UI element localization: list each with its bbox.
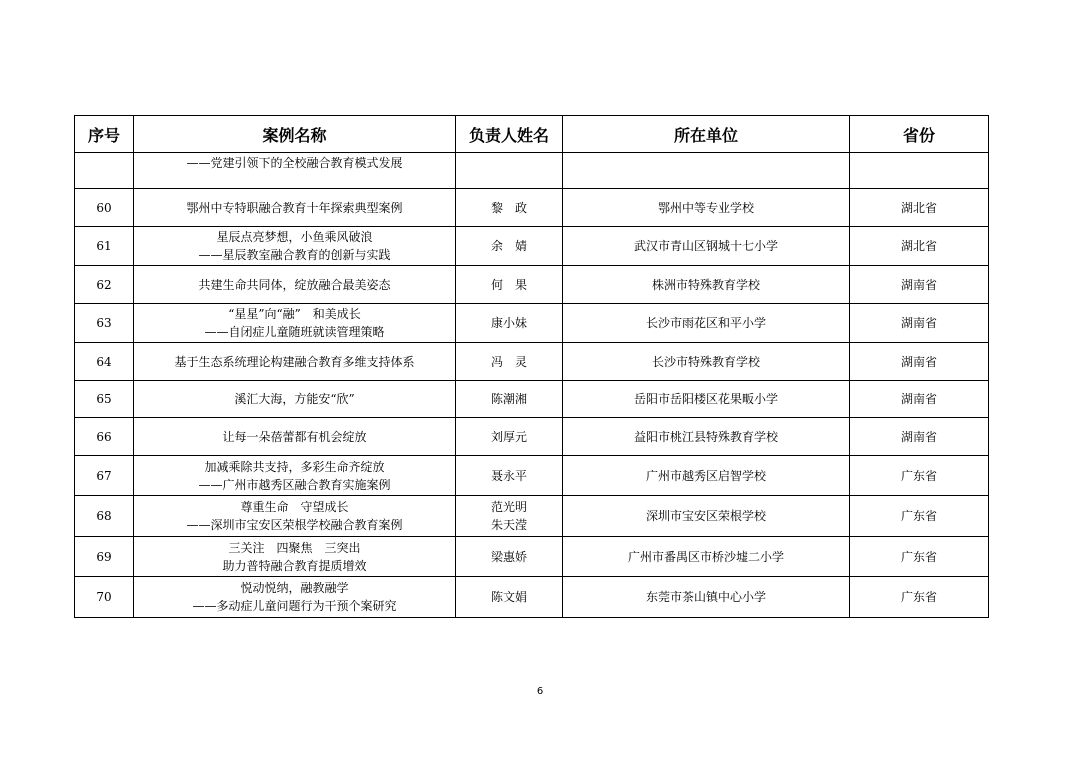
cell-province: 广东省 — [850, 577, 989, 618]
header-case-name: 案例名称 — [134, 116, 456, 153]
cell-person — [456, 456, 563, 496]
case-name-line-1: 悦动悦纳，融教融学 — [240, 581, 349, 595]
case-name-line-1: 三关注 四聚焦 三突出 — [228, 540, 361, 555]
cell-province: 湖南省 — [850, 381, 989, 418]
case-name-line-1: 加减乘除共支持，多彩生命齐绽放 — [204, 459, 385, 474]
cell-person — [456, 304, 563, 343]
cell-person — [456, 343, 563, 381]
table-row-continuation — [75, 153, 989, 189]
cell-case-name — [134, 266, 456, 304]
cell-serial: 61 — [75, 227, 134, 266]
cell-case-name — [134, 381, 456, 418]
case-name-line-1: 让每一朵蓓蕾都有机会绽放 — [222, 429, 367, 444]
cell-serial: 65 — [75, 381, 134, 418]
person-line-2: 朱天滢 — [490, 518, 527, 532]
case-name-line-2: ——自闭症儿童随班就读管理策略 — [204, 325, 385, 339]
case-name-line-2: ——广州市越秀区融合教育实施案例 — [198, 477, 391, 492]
cell-person — [456, 266, 563, 304]
cell-serial: 63 — [75, 304, 134, 343]
person-line-1: 聂永平 — [490, 468, 527, 483]
table-row — [75, 418, 989, 456]
cell-province: 广东省 — [850, 537, 989, 577]
case-name-line-1: 共建生命共同体，绽放融合最美姿态 — [198, 277, 391, 292]
cell-case-name — [134, 153, 456, 189]
cell-person — [456, 381, 563, 418]
cell-serial: 68 — [75, 496, 134, 537]
cell-province: 湖南省 — [850, 343, 989, 381]
case-name-line-2: ——深圳市宝安区荣根学校融合教育案例 — [186, 518, 403, 532]
person-line-1: 陈潮湘 — [490, 392, 527, 406]
cell-unit — [563, 153, 850, 189]
cell-case-name — [134, 496, 456, 537]
case-name-line-1: 基于生态系统理论构建融合教育多维支持体系 — [174, 354, 415, 369]
table-row — [75, 343, 989, 381]
person-line-1: 何 果 — [490, 277, 527, 292]
person-line-1: 黎 政 — [490, 200, 527, 215]
person-line-1: 陈文娟 — [490, 590, 527, 604]
cell-case-name — [134, 227, 456, 266]
cell-unit: 益阳市桃江县特殊教育学校 — [563, 418, 850, 456]
cell-person — [456, 418, 563, 456]
cell-serial — [75, 153, 134, 189]
case-name-line-2: ——多动症儿童问题行为干预个案研究 — [192, 599, 397, 613]
cell-unit: 长沙市特殊教育学校 — [563, 343, 850, 381]
cell-serial: 62 — [75, 266, 134, 304]
cell-unit: 长沙市雨花区和平小学 — [563, 304, 850, 343]
header-province: 省份 — [850, 116, 989, 153]
cell-province: 广东省 — [850, 456, 989, 496]
header-person: 负责人姓名 — [456, 116, 563, 153]
cell-serial: 70 — [75, 577, 134, 618]
cell-province: 湖北省 — [850, 227, 989, 266]
header-unit: 所在单位 — [563, 116, 850, 153]
cell-unit: 岳阳市岳阳楼区花果畈小学 — [563, 381, 850, 418]
cell-serial: 67 — [75, 456, 134, 496]
cell-province: 湖南省 — [850, 266, 989, 304]
header-serial: 序号 — [75, 116, 134, 153]
page-number: 6 — [536, 686, 544, 697]
table-row — [75, 496, 989, 537]
cell-case-name — [134, 577, 456, 618]
table-row — [75, 456, 989, 496]
cell-person — [456, 537, 563, 577]
cell-province — [850, 153, 989, 189]
case-name-line-1: “星星”向“融” 和美成长 — [228, 307, 361, 321]
case-name-line: ——党建引领下的全校融合教育模式发展 — [186, 156, 403, 170]
cell-serial: 66 — [75, 418, 134, 456]
cell-case-name — [134, 304, 456, 343]
table-row — [75, 381, 989, 418]
table-header-row — [75, 116, 989, 153]
case-name-line-1: 溪汇大海，方能安“欣” — [234, 392, 355, 406]
cell-province: 广东省 — [850, 496, 989, 537]
cell-unit: 广州市番禺区市桥沙墟二小学 — [563, 537, 850, 577]
cell-unit: 东莞市茶山镇中心小学 — [563, 577, 850, 618]
case-table — [74, 115, 989, 618]
cell-unit: 深圳市宝安区荣根学校 — [563, 496, 850, 537]
case-name-line-1: 星辰点亮梦想，小鱼乘风破浪 — [216, 230, 373, 244]
cell-person — [456, 189, 563, 227]
cell-province: 湖北省 — [850, 189, 989, 227]
table-row — [75, 189, 989, 227]
cell-case-name — [134, 189, 456, 227]
cell-unit: 鄂州中等专业学校 — [563, 189, 850, 227]
cell-case-name — [134, 537, 456, 577]
table-row — [75, 577, 989, 618]
table-row — [75, 537, 989, 577]
cell-person — [456, 227, 563, 266]
case-name-line-2: 助力普特融合教育提质增效 — [222, 558, 367, 573]
table-row — [75, 227, 989, 266]
cell-serial: 60 — [75, 189, 134, 227]
cell-province: 湖南省 — [850, 418, 989, 456]
cell-province: 湖南省 — [850, 304, 989, 343]
table-row — [75, 304, 989, 343]
cell-case-name — [134, 456, 456, 496]
case-name-line-1: 尊重生命 守望成长 — [240, 500, 349, 514]
cell-serial: 69 — [75, 537, 134, 577]
case-name-line-2: ——星辰教室融合教育的创新与实践 — [198, 248, 391, 262]
person-line-1: 范光明 — [490, 500, 527, 514]
person-line-1: 冯 灵 — [490, 354, 527, 369]
cell-case-name — [134, 343, 456, 381]
person-line-1: 刘厚元 — [490, 429, 527, 444]
person-line-1: 梁惠娇 — [490, 549, 527, 564]
cell-case-name — [134, 418, 456, 456]
table-row — [75, 266, 989, 304]
cell-person — [456, 577, 563, 618]
cell-unit: 广州市越秀区启智学校 — [563, 456, 850, 496]
cell-person — [456, 153, 563, 189]
cell-person — [456, 496, 563, 537]
person-line-1: 余 婧 — [490, 239, 527, 253]
cell-unit: 株洲市特殊教育学校 — [563, 266, 850, 304]
cell-serial: 64 — [75, 343, 134, 381]
person-line-1: 康小妹 — [490, 316, 527, 330]
cell-unit: 武汉市青山区钢城十七小学 — [563, 227, 850, 266]
case-name-line-1: 鄂州中专特职融合教育十年探索典型案例 — [186, 200, 403, 215]
